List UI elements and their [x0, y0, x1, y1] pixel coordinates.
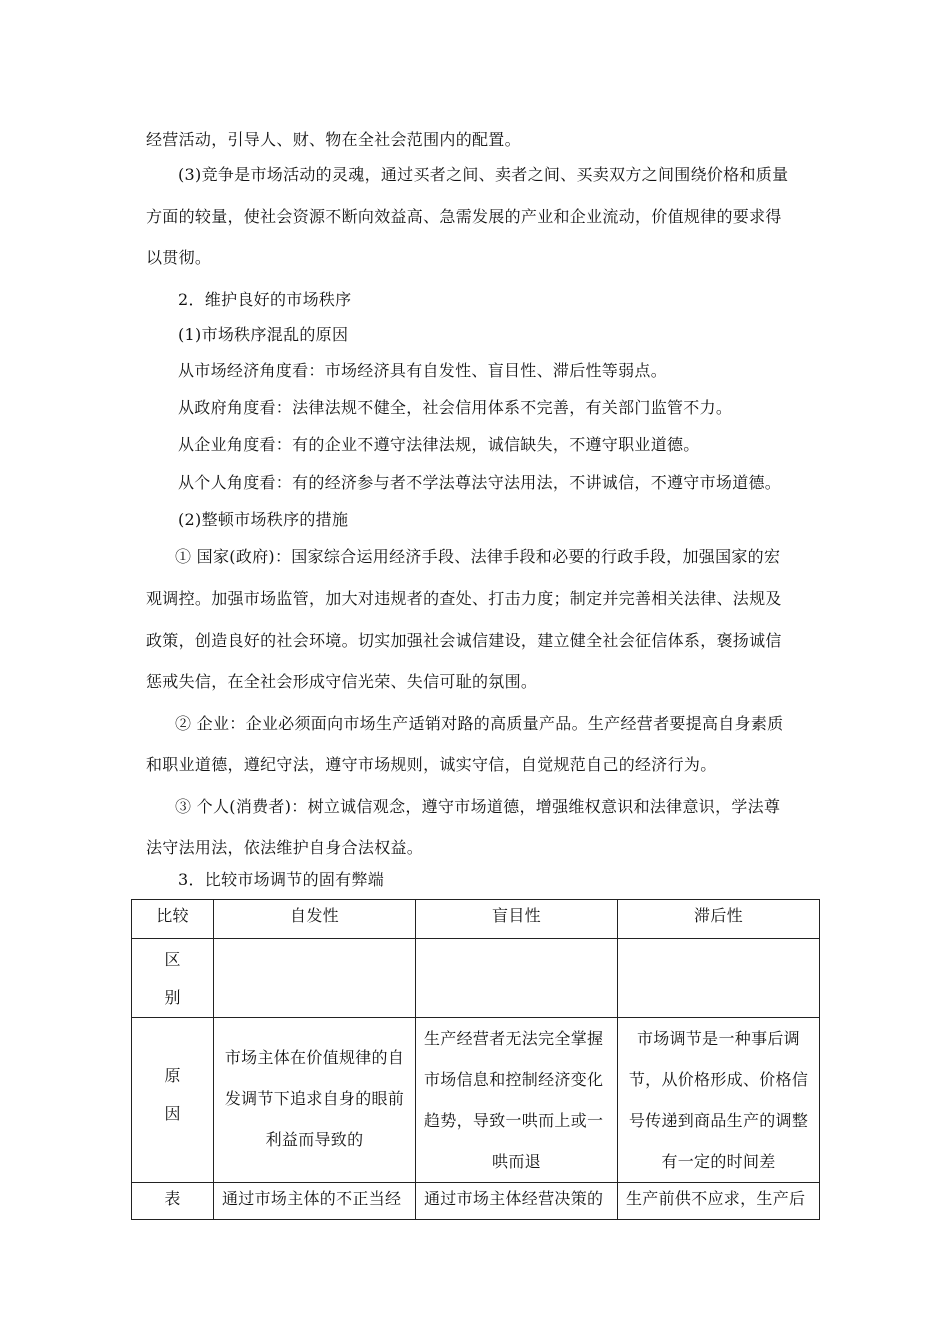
paragraph-line: (3)竞争是市场活动的灵魂，通过买者之间、卖者之间、买卖双方之间围绕价格和质量 [178, 165, 789, 184]
table-header-cell: 滞后性 [618, 900, 820, 939]
table-header-cell: 盲目性 [416, 900, 618, 939]
row-label-cell [132, 1018, 214, 1183]
table-row [132, 939, 820, 1018]
row-label-char: 原 [164, 1066, 181, 1085]
table-cell: 市场调节是一种事后调 节，从价格形成、价格信 号传递到商品生产的调整 有一定的时间差 [618, 1018, 820, 1183]
table-row [132, 1183, 820, 1220]
paragraph-line: ① 国家(政府)：国家综合运用经济手段、法律手段和必要的行政手段，加强国家的宏 [175, 547, 781, 566]
paragraph-line: 方面的较量，使社会资源不断向效益高、急需发展的产业和企业流动，价值规律的要求得 [146, 207, 782, 226]
paragraph-line: 从个人角度看：有的经济参与者不学法尊法守法用法，不讲诚信，不遵守市场道德。 [178, 473, 782, 492]
paragraph-line: ③ 个人(消费者)：树立诚信观念，遵守市场道德，增强维权意识和法律意识，学法尊 [175, 797, 781, 816]
subsection-heading: (2)整顿市场秩序的措施 [178, 510, 349, 529]
table-cell: 生产前供不应求，生产后 [618, 1183, 820, 1220]
section-heading: 2．维护良好的市场秩序 [178, 290, 352, 309]
table-cell: 通过市场主体经营决策的 [416, 1183, 618, 1220]
paragraph-line: ② 企业：企业必须面向市场生产适销对路的高质量产品。生产经营者要提高自身素质 [175, 714, 784, 733]
row-label-char: 因 [164, 1104, 181, 1123]
paragraph-line: 法守法用法，依法维护自身合法权益。 [146, 838, 424, 857]
subsection-heading: (1)市场秩序混乱的原因 [178, 325, 349, 344]
paragraph-line: 从市场经济角度看：市场经济具有自发性、盲目性、滞后性等弱点。 [178, 361, 668, 380]
table-header-cell: 自发性 [214, 900, 416, 939]
table-cell: 市场主体在价值规律的自 发调节下追求自身的眼前 利益而导致的 [214, 1018, 416, 1183]
paragraph-line: 从政府角度看：法律法规不健全，社会信用体系不完善，有关部门监管不力。 [178, 398, 733, 417]
paragraph-line: 从企业角度看：有的企业不遵守法律法规，诚信缺失，不遵守职业道德。 [178, 435, 700, 454]
row-label-char: 区 [164, 950, 181, 969]
table-header-cell: 比较 [132, 900, 214, 939]
paragraph-line: 惩戒失信，在全社会形成守信光荣、失信可耻的氛围。 [146, 672, 538, 691]
table-row [132, 1018, 820, 1183]
paragraph-line: 和职业道德，遵纪守法，遵守市场规则，诚实守信，自觉规范自己的经济行为。 [146, 755, 717, 774]
paragraph-line: 观调控。加强市场监管，加大对违规者的查处、打击力度；制定并完善相关法律、法规及 [146, 589, 782, 608]
comparison-table [131, 899, 820, 1220]
row-label-cell [132, 939, 214, 1018]
paragraph-line: 政策，创造良好的社会环境。切实加强社会诚信建设，建立健全社会征信体系，褒扬诚信 [146, 631, 782, 650]
section-heading: 3．比较市场调节的固有弊端 [178, 870, 385, 889]
table-cell: 通过市场主体的不正当经 [214, 1183, 416, 1220]
table-header-row [132, 900, 820, 939]
table-cell: 生产经营者无法完全掌握 市场信息和控制经济变化 趋势，导致一哄而上或一 哄而退 [416, 1018, 618, 1183]
table-cell [214, 939, 416, 1018]
paragraph-line: 经营活动，引导人、财、物在全社会范围内的配置。 [146, 130, 521, 149]
row-label-char: 别 [164, 988, 181, 1007]
row-label-cell: 表 [132, 1183, 214, 1220]
table-cell [416, 939, 618, 1018]
paragraph-line: 以贯彻。 [146, 248, 212, 267]
table-cell [618, 939, 820, 1018]
